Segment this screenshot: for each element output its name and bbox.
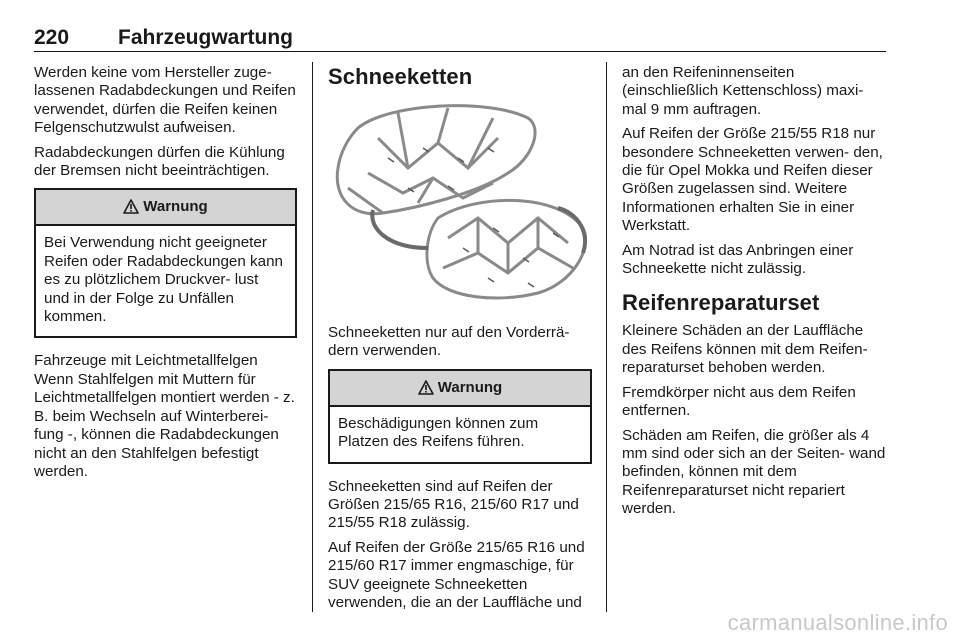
warning-header bbox=[330, 371, 590, 407]
paragraph: Schneeketten nur auf den Vorderrä- dern verwenden. bbox=[328, 324, 570, 360]
warning-title: Warnung bbox=[143, 198, 208, 216]
warning-triangle-icon bbox=[123, 199, 139, 214]
paragraph: an den Reifeninnenseiten (einschließlich Kettenschloss) maxi- mal 9 mm auftragen. bbox=[622, 64, 864, 118]
warning-box bbox=[34, 188, 297, 338]
column-divider-1 bbox=[312, 62, 313, 612]
paragraph: Fremdkörper nicht aus dem Reifen entfernen. bbox=[622, 383, 856, 420]
column-1 bbox=[34, 64, 297, 487]
page-header bbox=[34, 26, 886, 52]
snow-chains-illustration bbox=[328, 98, 592, 308]
paragraph: Auf Reifen der Größe 215/55 R18 nur besondere Schneeketten verwen- den, die für Opel Mokka und Reifen dieser Größen zugelassen sind. Weitere Informationen erhalten Sie in einer Werkstatt. bbox=[622, 125, 883, 235]
section-title-snow-chains: Schneeketten bbox=[328, 64, 473, 89]
paragraph: Schneeketten sind auf Reifen der Größen 215/65 R16, 215/60 R17 und 215/55 R18 zulässig. bbox=[328, 477, 579, 532]
paragraph: Fahrzeuge mit Leichtmetallfelgen Wenn Stahlfelgen mit Muttern für Leichtmetallfelgen montiert werden - z. B. beim Wechseln auf Winterberei- fung -, können die Radabdeckungen nicht an den Stahlfelgen befestigt werden. bbox=[34, 352, 295, 480]
warning-header bbox=[36, 190, 295, 226]
section-title-tire-repair-kit: Reifenreparaturset bbox=[622, 290, 820, 316]
paragraph: Auf Reifen der Größe 215/65 R16 und 215/60 R17 immer engmaschige, für SUV geeignete Schneeketten verwenden, die an der Lauffläche und bbox=[328, 538, 585, 612]
paragraph: Kleinere Schäden an der Lauffläche des Reifens können mit dem Reifen- reparaturset behoben werden. bbox=[622, 322, 868, 377]
page-number: 220 bbox=[34, 26, 70, 49]
warning-box bbox=[328, 369, 592, 464]
watermark: carmanualsonline.info bbox=[727, 610, 948, 635]
paragraph: Werden keine vom Hersteller zuge- lassenen Radabdeckungen und Reifen verwendet, dürfen die Reifen keinen Felgenschutzwulst aufweisen. bbox=[34, 64, 296, 137]
paragraph: Radabdeckungen dürfen die Kühlung der Bremsen nicht beeinträchtigen. bbox=[34, 143, 285, 180]
column-3 bbox=[622, 64, 890, 525]
header-divider bbox=[34, 51, 886, 52]
column-divider-2 bbox=[606, 62, 607, 612]
warning-title: Warnung bbox=[437, 378, 503, 396]
paragraph: Schäden am Reifen, die größer als 4 mm sind oder sich an der Seiten- wand befinden, können mit dem Reifenreparaturset nicht repariert werden. bbox=[622, 426, 886, 518]
warning-text: Beschädigungen können zum Platzen des Reifens führen. bbox=[338, 414, 539, 451]
warning-triangle-icon bbox=[418, 380, 434, 395]
paragraph: Am Notrad ist das Anbringen einer Schneekette nicht zulässig. bbox=[622, 241, 854, 278]
column-2 bbox=[328, 64, 592, 618]
chapter-title: Fahrzeugwartung bbox=[118, 26, 294, 49]
warning-text: Bei Verwendung nicht geeigneter Reifen oder Radabdeckungen kann es zu plötzlichem Druckver- lust und in der Folge zu Unfällen kommen. bbox=[44, 234, 283, 326]
